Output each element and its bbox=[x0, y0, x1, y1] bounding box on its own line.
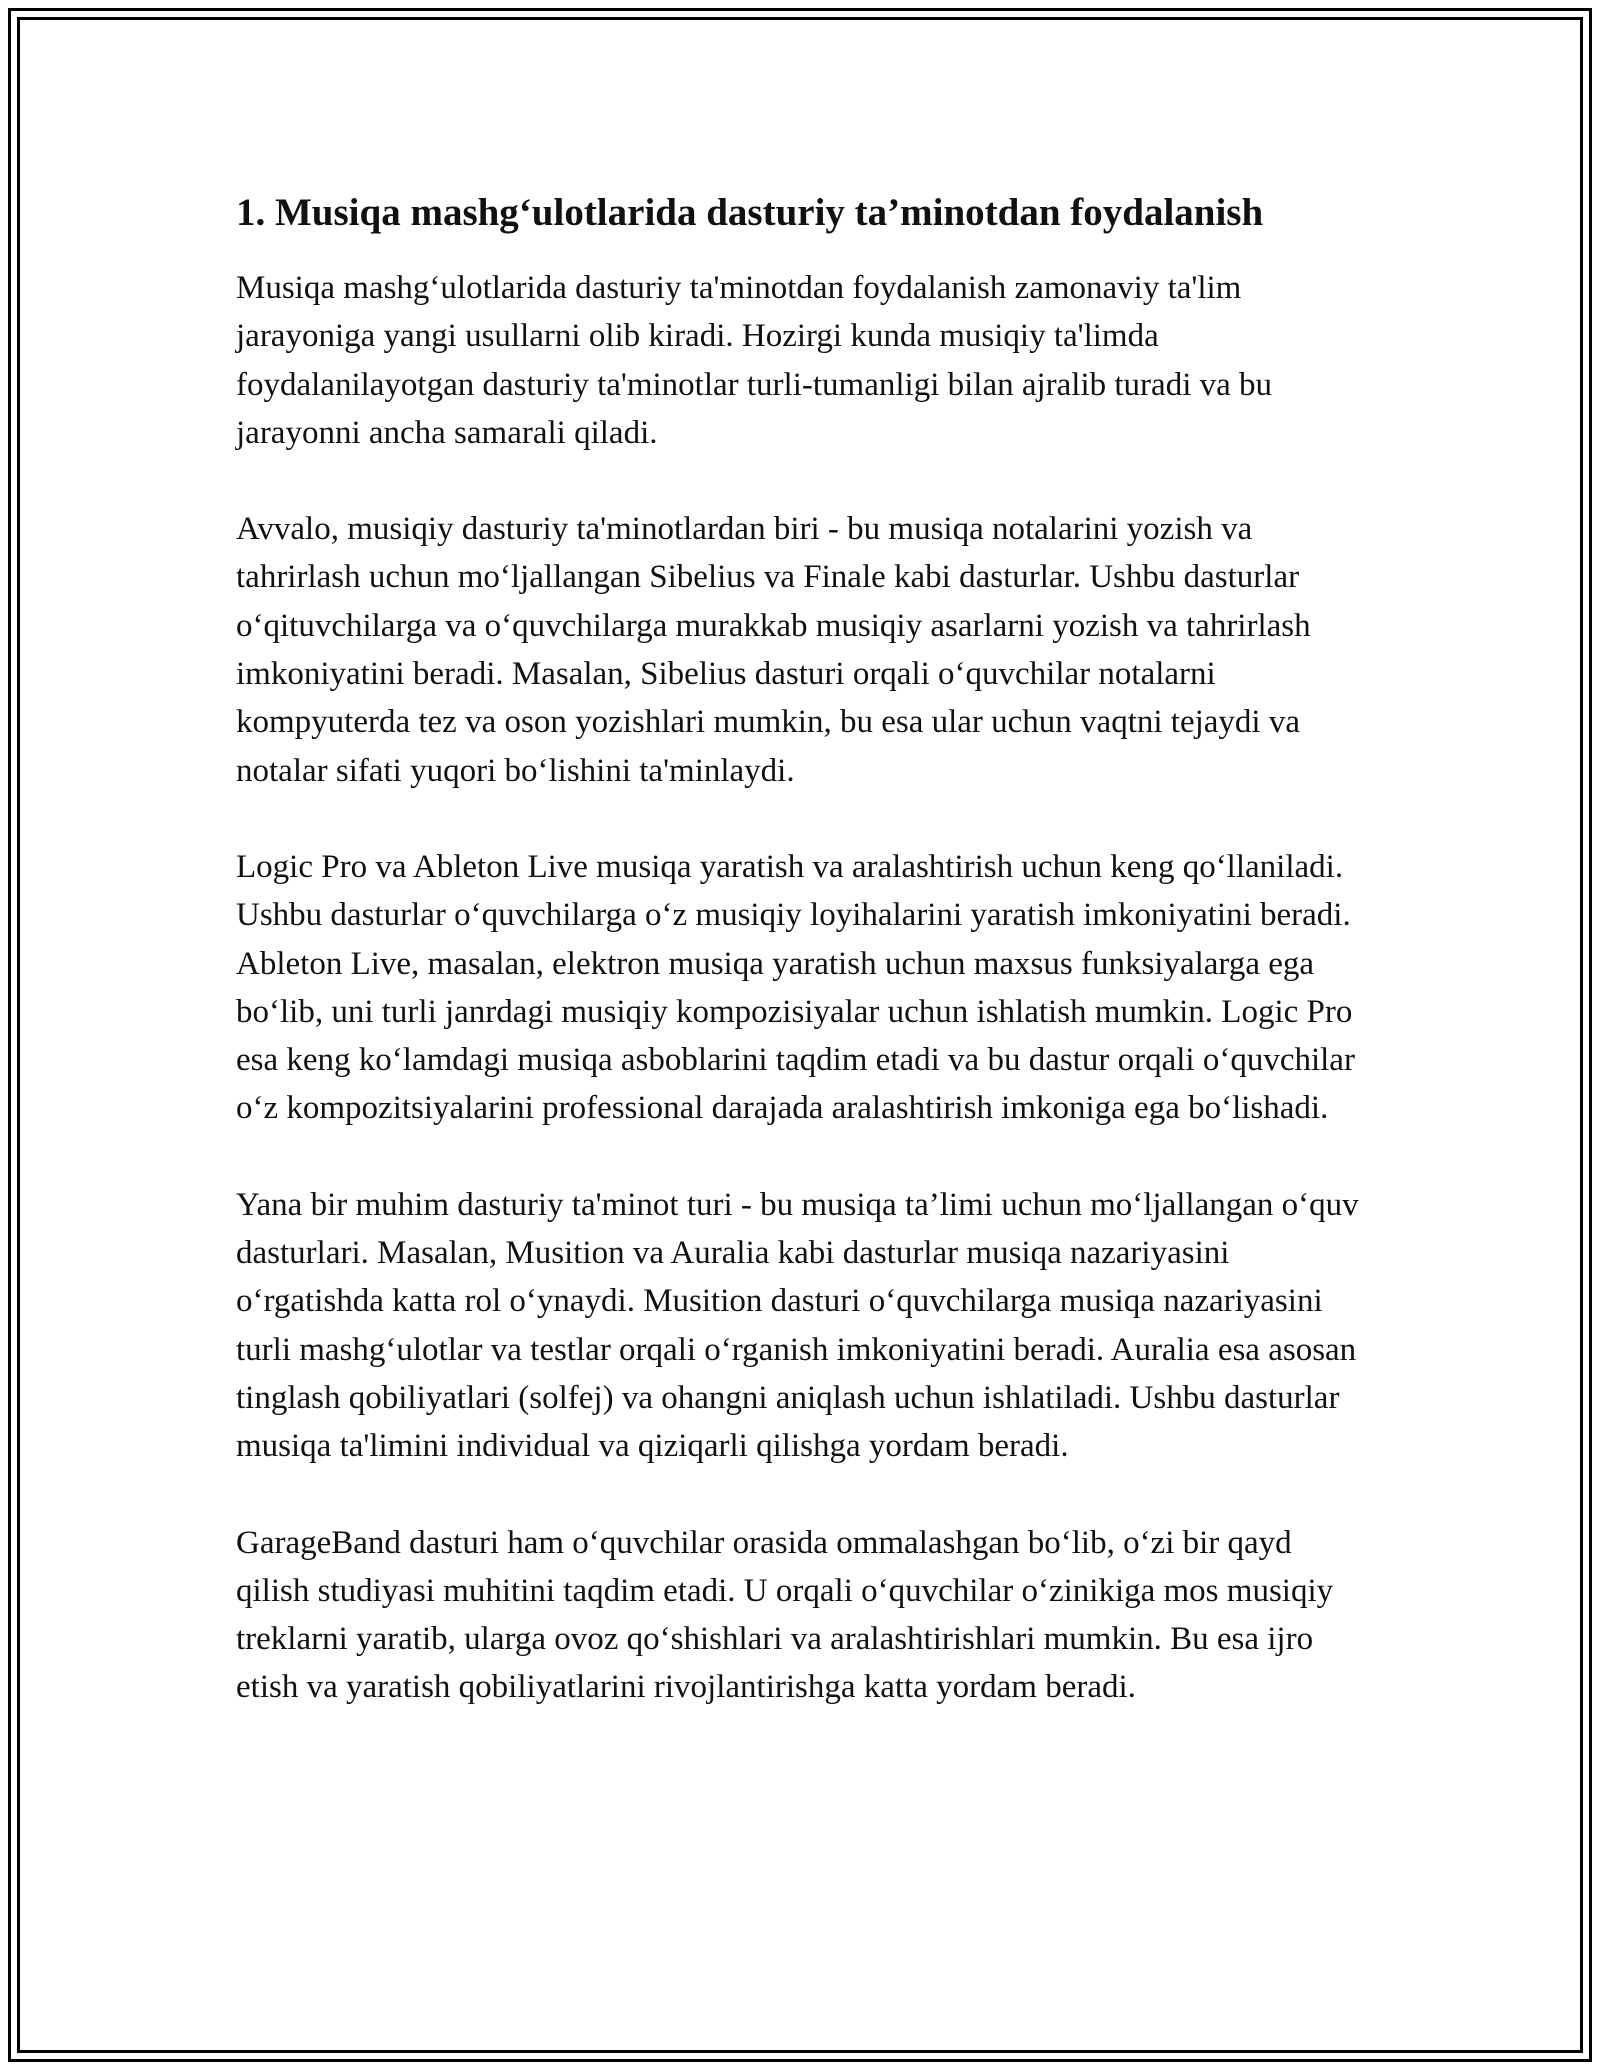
paragraph-education-software: Yana bir muhim dasturiy ta'minot turi - bu musiqa ta’limi uchun mo‘ljallangan o‘quv dasturlari. Masalan, Musition va Auralia kabi dasturlar musiqa nazariyasini o‘rgatishda katta rol o‘ynaydi. Musition dasturi o‘quvchilarga musiqa nazariyasini turli mashg‘ulotlar va testlar orqali o‘rganish imkoniyatini beradi. Auralia esa asosan tinglash qobiliyatlari (solfej) va ohangni aniqlash uchun ishlatiladi. Ushbu dasturlar musiqa ta'limini individual va qiziqarli qilishga yordam beradi. bbox=[236, 1186, 1359, 1465]
section-heading: 1. Musiqa mashg‘ulotlarida dasturiy ta’minotdan foydalanish bbox=[236, 191, 1264, 234]
paragraph-intro: Musiqa mashg‘ulotlarida dasturiy ta'minotdan foydalanish zamonaviy ta'lim jarayoniga yangi usullarni olib kiradi. Hozirgi kunda musiqiy ta'limda foydalanilayotgan dasturiy ta'minotlar turli-tumanligi bilan ajralib turadi va bu jarayonni ancha samarali qiladi. bbox=[236, 270, 1273, 451]
paragraph-production-software: Logic Pro va Ableton Live musiqa yaratish va aralashtirish uchun keng qo‘llaniladi. Ushbu dasturlar o‘quvchilarga o‘z musiqiy loyihalarini yaratish imkoniyatini beradi. Ableton Live, masalan, elektron musiqa yaratish uchun maxsus funksiyalarga ega bo‘lib, uni turli janrdagi musiqiy kompozisiyalar uchun ishlatish mumkin. Logic Pro esa keng ko‘lamdagi musiqa asboblarini taqdim etadi va bu dastur orqali o‘quvchilar o‘z kompozitsiyalarini professional darajada aralashtirish imkoniga ega bo‘lishadi. bbox=[236, 848, 1355, 1127]
paragraph-notation-software: Avvalo, musiqiy dasturiy ta'minotlardan biri - bu musiqa notalarini yozish va tahrirlash uchun mo‘ljallangan Sibelius va Finale kabi dasturlar. Ushbu dasturlar o‘qituvchilarga va o‘quvchilarga murakkab musiqiy asarlarni yozish va tahrirlash imkoniyatini beradi. Masalan, Sibelius dasturi orqali o‘quvchilar notalarni kompyuterda tez va oson yozishlari mumkin, bu esa ular uchun vaqtni tejaydi va notalar sifati yuqori bo‘lishini ta'minlaydi. bbox=[236, 511, 1311, 789]
document-body bbox=[236, 188, 1366, 1760]
paragraph-garageband: GarageBand dasturi ham o‘quvchilar orasida ommalashgan bo‘lib, o‘zi bir qayd qilish studiyasi muhitini taqdim etadi. U orqali o‘quvchilar o‘zinikiga mos musiqiy treklarni yaratib, ularga ovoz qo‘shishlari va aralashtirishlari mumkin. Bu esa ijro etish va yaratish qobiliyatlarini rivojlantirishga katta yordam beradi. bbox=[236, 1524, 1334, 1706]
